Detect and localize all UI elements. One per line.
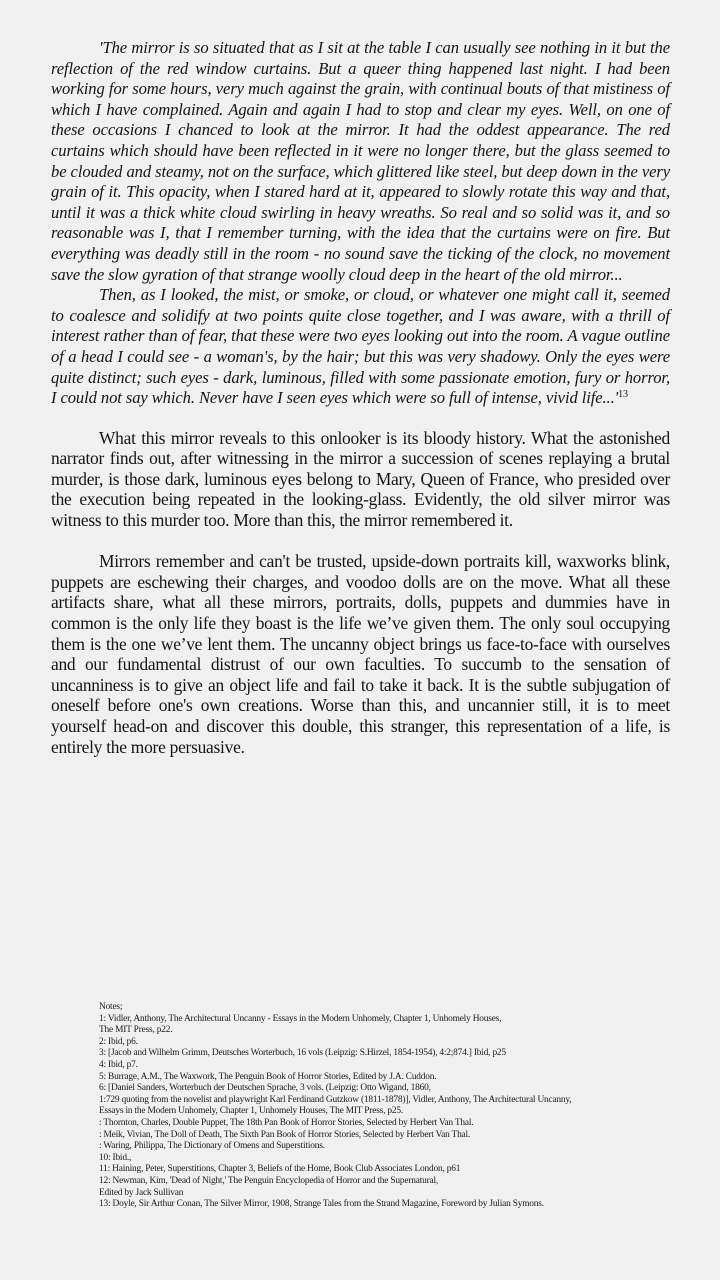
- note-line: 12: Newman, Kim, 'Dead of Night,' The Penguin Encyclopedia of Horror and the Supernatural,: [99, 1175, 439, 1186]
- quote-paragraph-2: [51, 285, 670, 409]
- notes-section: [99, 1002, 679, 1211]
- note-line: 6: [Daniel Sanders, Worterbuch der Deutschen Sprache, 3 vols. (Leipzig: Otto Wigand, 1860,: [99, 1083, 431, 1094]
- body-paragraph-2: Mirrors remember and can't be trusted, upside-down portraits kill, waxworks blink, puppets are eschewing their charges, and voodoo dolls are on the move. What all these artifacts share, what all these mirrors, portraits, dolls, puppets and dummies have in common is the only life they boast is the life we’ve given them. The only soul occupying them is the one we’ve lent them. The uncanny object brings us face-to-face with ourselves and our fundamental distrust of our own faculties. To succumb to the sensation of uncanniness is to give an object life and fail to take it back. It is the subtle subjugation of oneself before one's own creations. Worse than this, and uncannier still, it is to meet yourself head-on and discover this double, this stranger, this representation of a life, is entirely the more persuasive.: [51, 551, 670, 757]
- note-line: 4: Ibid, p7.: [99, 1059, 138, 1070]
- note-line: 5: Burrage, A.M., The Waxwork, The Penguin Book of Horror Stories, Edited by J.A. Cuddon.: [99, 1071, 437, 1082]
- note-line: : Waring, Philippa, The Dictionary of Omens and Superstitions.: [99, 1141, 325, 1152]
- body-paragraph-1: What this mirror reveals to this onlooker is its bloody history. What the astonished narrator finds out, after witnessing in the mirror a succession of scenes replaying a brutal murder, is those dark, luminous eyes belong to Mary, Queen of France, who presided over the execution being repeated in the looking-glass. Evidently, the old silver mirror was witness to this murder too. More than this, the mirror remembered it.: [51, 427, 670, 531]
- note-line: : Thornton, Charles, Double Puppet, The 18th Pan Book of Horror Stories, Selected by Herbert Van Thal.: [99, 1117, 474, 1128]
- note-line: The MIT Press, p22.: [99, 1025, 173, 1036]
- footnote-ref-13: 13: [618, 389, 628, 401]
- note-line: 13: Doyle, Sir Arthur Conan, The Silver Mirror, 1908, Strange Tales from the Strand Magazine, Foreword by Julian Symons.: [99, 1199, 544, 1210]
- quote-paragraph-2-text: Then, as I looked, the mist, or smoke, or cloud, or whatever one might call it, seemed to coalesce and solidify at two points quite close together, and I was aware, with a thrill of interest rather than of fear, that these were two eyes looking out into the room. A vague outline of a head I could see - a woman's, by the hair; but this was very shadowy. Only the eyes were quite distinct; such eyes - dark, luminous, filled with some passionate emotion, fury or horror, I could not say which. Never have I seen eyes which were so full of intense, vivid life...': [51, 285, 670, 408]
- note-line: 2: Ibid, p6.: [99, 1036, 138, 1047]
- block-quote: [51, 38, 670, 409]
- note-line: Edited by Jack Sullivan: [99, 1187, 184, 1198]
- note-line: 10: Ibid.,: [99, 1152, 132, 1163]
- note-line: 1: Vidler, Anthony, The Architectural Uncanny - Essays in the Modern Unhomely, Chapter 1, Unhomely Houses,: [99, 1013, 502, 1024]
- note-line: 1:729 quoting from the novelist and playwright Karl Ferdinand Gutzkow (1811-1878)], Vidler, Anthony, The Architectural Uncanny,: [99, 1094, 572, 1105]
- document-page: [51, 38, 670, 778]
- note-line: : Meik, Vivian, The Doll of Death, The Sixth Pan Book of Horror Stories, Selected by Herbert Van Thal.: [99, 1129, 471, 1140]
- note-line: Essays in the Modern Unhomely, Chapter 1, Unhomely Houses, The MIT Press, p25.: [99, 1106, 403, 1117]
- body-text: [51, 428, 670, 758]
- quote-paragraph-1: 'The mirror is so situated that as I sit at the table I can usually see nothing in it but the reflection of the red window curtains. But a queer thing happened last night. I had been working for some hours, very much against the grain, with continual bouts of that mistiness of which I have complained. Again and again I had to stop and clear my eyes. Well, on one of these occasions I chanced to look at the mirror. It had the oddest appearance. The red curtains which should have been reflected in it were no longer there, but the glass seemed to be clouded and steamy, not on the surface, which glittered like steel, but deep down in the very grain of it. This opacity, when I stared hard at it, appeared to slowly rotate this way and that, until it was a thick white cloud swirling in heavy wreaths. So real and so solid was it, and so reasonable was I, that I remember turning, with the idea that the curtains were on fire. But everything was deadly still in the room - no sound save the ticking of the clock, no movement save the slow gyration of that strange woolly cloud deep in the heart of the old mirror...: [51, 38, 670, 284]
- note-line: 3: [Jacob and Wilhelm Grimm, Deutsches Worterbuch, 16 vols (Leipzig: S.Hirzel, 1854-1954), 4:2;874.] Ibid, p25: [99, 1048, 506, 1059]
- note-line: 11: Haining, Peter, Superstitions, Chapter 3, Beliefs of the Home, Book Club Associates London, p61: [99, 1164, 461, 1175]
- notes-heading: Notes;: [99, 1002, 123, 1012]
